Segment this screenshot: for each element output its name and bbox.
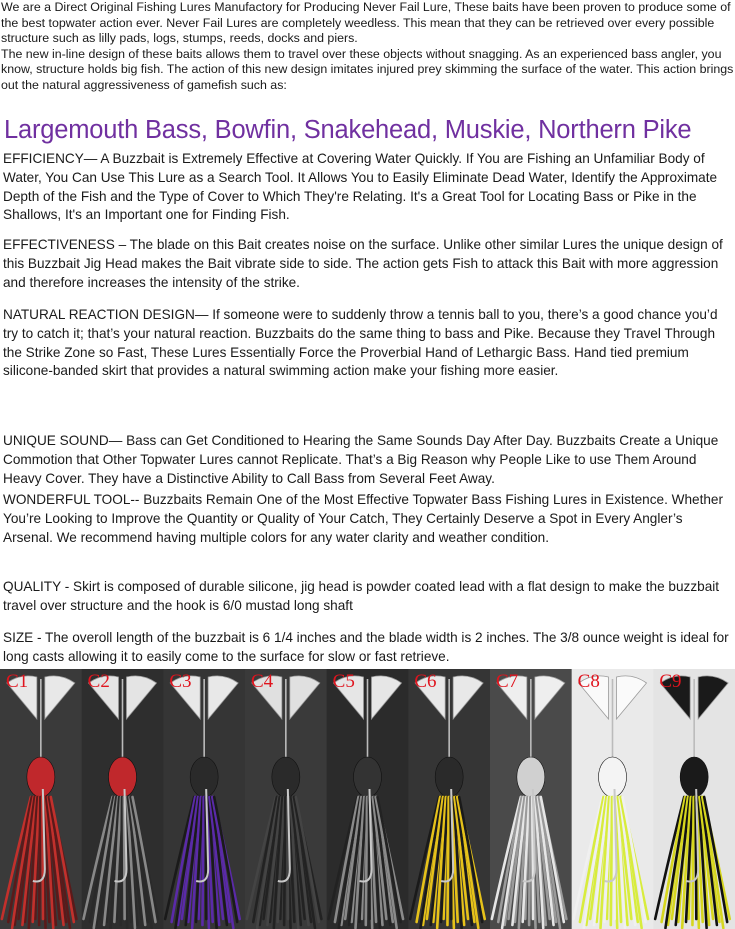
section-size: SIZE - The overoll length of the buzzbait is 6 1/4 inches and the blade width is 2 inches. The 3/8 ounce weight is ideal for long casts allowing it to easily come to the surface for slow or fast retrieve. [3, 630, 729, 664]
intro-text [1, 0, 734, 94]
lure-c5 [327, 669, 409, 929]
lure-photo-strip [0, 669, 735, 929]
lure-code-label: C9 [659, 671, 682, 692]
jig-head-icon [354, 757, 382, 797]
lure-c1 [0, 669, 82, 929]
lure-code-label: C8 [577, 671, 600, 692]
jig-head-icon [272, 757, 300, 797]
lure-c9 [653, 669, 735, 929]
jig-head-icon [109, 757, 137, 797]
jig-head-icon [680, 757, 708, 797]
section-natural-reaction: NATURAL REACTION DESIGN— If someone were to suddenly throw a tennis ball to you, there’s a good chance you’d try to catch it; that’s your natural reaction. Buzzbaits do the same thing to bass and Pike. Because they Travel Through the Strike Zone so Fast, These Lures Essentially Force the Proverbial Hand of Lethargic Bass. Hand tied premium silicone-banded skirt that provides a natural swimming action make your fishing more easier. [3, 307, 718, 379]
lure-code-label: C2 [87, 671, 110, 692]
lure-code-label: C4 [251, 671, 274, 692]
section-quality: QUALITY - Skirt is composed of durable silicone, jig head is powder coated lead with a flat design to make the buzzbait travel over structure and the hook is 6/0 mustad long shaft [3, 579, 720, 613]
lure-c6 [408, 669, 490, 929]
lure-c7 [490, 669, 572, 929]
intro-paragraph-1: We are a Direct Original Fishing Lures Manufactory for Producing Never Fail Lure, These baits have been proven to produce some of the best topwater action ever. Never Fail Lures are completely weedless. This mean that they can be retrieved over every possible structure such as lilly pads, logs, stumps, reeds, docks and piers. [1, 0, 731, 46]
jig-head-icon [27, 757, 55, 797]
jig-head-icon [517, 757, 545, 797]
section-wonderful-tool: WONDERFUL TOOL-- Buzzbaits Remain One of the Most Effective Topwater Bass Fishing Lures in Existence. Whether You’re Looking to Improve the Quantity or Quality of Your Catch, They Certainly Deserve a Spot in Every Angler’s Arsenal. We recommend having multiple colors for any water clarity and weather condition. [3, 492, 723, 545]
lure-code-label: C5 [332, 671, 355, 692]
lure-code-label: C3 [169, 671, 192, 692]
lure-code-label: C6 [414, 671, 437, 692]
lure-c2 [82, 669, 164, 929]
lure-c8 [572, 669, 654, 929]
section-effectiveness: EFFECTIVENESS – The blade on this Bait creates noise on the surface. Unlike other similar Lures the unique design of this Buzzbait Jig Head makes the Bait vibrate side to side. The action gets Fish to attack this Bait with more aggression and therefore increases the intensity of the strike. [3, 237, 723, 290]
jig-head-icon [435, 757, 463, 797]
gamefish-headline: Largemouth Bass, Bowfin, Snakehead, Muskie, Northern Pike [4, 116, 692, 144]
lure-code-label: C1 [6, 671, 29, 692]
section-unique-sound: UNIQUE SOUND— Bass can Get Conditioned to Hearing the Same Sounds Day After Day. Buzzbaits Create a Unique Commotion that Other Topwater Lures cannot Replicate. That’s a Big Reason why People Like to use Them Around Heavy Cover. They have a Distinctive Ability to Call Bass from Several Feet Away. [3, 433, 719, 486]
jig-head-icon [190, 757, 218, 797]
jig-head-icon [599, 757, 627, 797]
lure-c3 [163, 669, 245, 929]
lure-c4 [245, 669, 327, 929]
lure-code-label: C7 [496, 671, 519, 692]
section-efficiency: EFFICIENCY— A Buzzbait is Extremely Effective at Covering Water Quickly. If You are Fishing an Unfamiliar Body of Water, You Can Use This Lure as a Search Tool. It Allows You to Easily Eliminate Dead Water, Identify the Approximate Depth of the Fish and the Type of Cover to Which They're Relating. It's a Great Tool for Locating Bass or Pike in the Shallows, It's an Important one for Finding Fish. [3, 151, 718, 223]
intro-paragraph-2: The new in-line design of these baits allows them to travel over these objects without snagging. As an experienced bass angler, you know, structure holds big fish. The action of this new design imitates injured prey skimming the surface of the water. This action brings out the natural aggressiveness of gamefish such as: [1, 46, 734, 92]
lure-color-photo [0, 669, 735, 929]
